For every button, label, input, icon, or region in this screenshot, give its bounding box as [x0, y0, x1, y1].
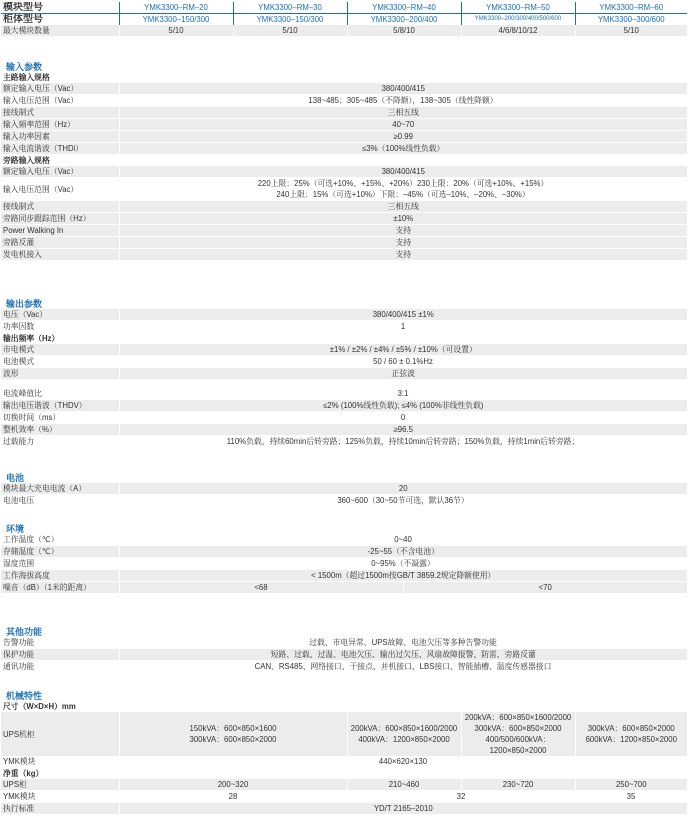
spec-value: 138~485；305~485（不降额），138~305（线性降额）	[119, 95, 687, 107]
spec-label: 执行标准	[1, 803, 119, 815]
spec-value: 360~600（30~50节可选，默认36节）	[119, 495, 687, 507]
spec-label: 输入电压范围（Vac）	[1, 95, 119, 107]
spec-value-multiline	[119, 178, 687, 201]
spec-label: 输入频率范围（Hz）	[1, 119, 119, 131]
bypass-input-subtitle: 旁路输入规格	[1, 155, 119, 167]
dimension-subtitle: 尺寸（W×D×H）mm	[1, 701, 347, 712]
noise-value-2: <70	[403, 582, 687, 594]
dim-line: 1200×850×2000	[489, 746, 547, 755]
spec-value: YD/T 2165–2010	[119, 803, 687, 815]
spec-value: ≤3%（100%线性负载）	[119, 143, 687, 155]
spec-label: 电池电压	[1, 495, 119, 507]
spec-label: 工作海拔高度	[1, 570, 119, 582]
max-module-col-5: 5/10	[575, 25, 687, 36]
spec-label: 发电机接入	[1, 249, 119, 261]
spec-value: 0	[119, 412, 687, 424]
spec-label: 存储温度（℃）	[1, 546, 119, 558]
spec-label: 接线制式	[1, 107, 119, 119]
dim-line: 600kVA：1200×850×2000	[585, 735, 677, 744]
spec-label: 电压（Vac）	[1, 309, 119, 321]
spec-value: 过载、市电异常、UPS故障、电池欠压等多种告警功能	[119, 637, 687, 649]
spec-label: 告警功能	[1, 637, 119, 649]
max-module-col-4: 4/6/8/10/12	[461, 25, 575, 36]
spec-value: 40~70	[119, 119, 687, 131]
noise-value-1: <68	[119, 582, 403, 594]
weight-col-1: 200~320	[119, 779, 347, 791]
weight-col-3: 230~720	[461, 779, 575, 791]
spec-label: 湿度范围	[1, 558, 119, 570]
model-col-1: YMK3300–RM–20	[119, 2, 233, 14]
environment-section-title: 环境	[6, 524, 25, 534]
dim-line: 300kVA：600×850×2000	[474, 724, 562, 733]
spec-value: 380/400/415	[119, 166, 687, 178]
spec-value: 0~95%（不凝露）	[119, 558, 687, 570]
cabinet-col-3: YMK3300–200/400	[347, 14, 461, 26]
model-header-table	[1, 2, 687, 36]
ymk-weight-col-1: 28	[119, 791, 347, 803]
spec-value: 支持	[119, 249, 687, 261]
main-input-subtitle: 主路输入规格	[1, 72, 119, 83]
other-table	[1, 637, 687, 673]
spec-value: < 1500m（超过1500m按GB/T 3859.2规定降额使用）	[119, 570, 687, 582]
spec-value: ±1% / ±2% / ±4% / ±5% / ±10%（可设置）	[119, 344, 687, 356]
input-section-title: 输入参数	[6, 62, 43, 72]
cabinet-col-1: YMK3300–150/300	[119, 14, 233, 26]
battery-section-title: 电池	[6, 473, 25, 483]
dim-line: 200kVA：600×850×1600/2000	[464, 713, 572, 722]
dim-line: 300kVA：600×850×2000	[189, 735, 277, 744]
dim-line: 400kVA：1200×850×2000	[358, 735, 450, 744]
spec-label: 电流峰值比	[1, 388, 119, 400]
spec-label: YMK模块	[1, 756, 119, 768]
model-col-4: YMK3300–RM–50	[461, 2, 575, 14]
model-col-3: YMK3300–RM–40	[347, 2, 461, 14]
spec-label: 波形	[1, 368, 119, 380]
cabinet-col-2: YMK3300–150/300	[233, 14, 347, 26]
mechanical-table	[1, 701, 687, 815]
ups-cabinet-dim-row	[1, 712, 687, 756]
spec-label: 电池模式	[1, 356, 119, 368]
spec-value: 380/400/415 ±1%	[119, 309, 687, 321]
weight-subtitle: 净重（kg）	[1, 768, 119, 780]
output-section-title: 输出参数	[6, 299, 43, 309]
weight-col-2: 210~460	[347, 779, 461, 791]
spec-label: 保护功能	[1, 649, 119, 661]
dim-line: 150kVA：600×850×1600	[189, 724, 277, 733]
spec-label: 工作温度（℃）	[1, 534, 119, 546]
spec-value: ≥0.99	[119, 131, 687, 143]
max-module-row	[1, 25, 687, 36]
spec-value: -25~55（不含电池）	[119, 546, 687, 558]
max-module-col-2: 5/10	[233, 25, 347, 36]
model-col-2: YMK3300–RM–30	[233, 2, 347, 14]
input-table	[1, 72, 687, 261]
spec-value: 380/400/415	[119, 83, 687, 95]
spec-label: 市电模式	[1, 344, 119, 356]
spec-label: 输入功率因素	[1, 131, 119, 143]
dim-line: 300kVA：600×850×2000	[587, 724, 675, 733]
output-frequency-subtitle: 输出频率（Hz）	[1, 333, 119, 345]
spec-value: 支持	[119, 225, 687, 237]
spec-value: 三相五线	[119, 201, 687, 213]
spec-label: 输入电流谐波（THDi）	[1, 143, 119, 155]
spec-label: 模块最大充电电流（A）	[1, 483, 119, 495]
dim-line: 200kVA：600×850×1600/2000	[350, 724, 458, 733]
spec-label: UPS柜	[1, 779, 119, 791]
ymk-weight-row	[1, 791, 687, 803]
model-col-5: YMK3300–RM–60	[575, 2, 687, 14]
spec-value: 50 / 60 ± 0.1%Hz	[119, 356, 687, 368]
cabinet-col-5: YMK3300–300/600	[575, 14, 687, 26]
bypass-range-line-2: 240上限：15%（可选+10%）下限：–45%（可选–10%、–20%、–30%）	[276, 190, 530, 199]
spec-label: 额定输入电压（Vac）	[1, 166, 119, 178]
spec-label: 输出电压谐波（THDV）	[1, 400, 119, 412]
max-module-label: 最大模块数量	[1, 25, 119, 36]
ups-dim-col-3	[461, 712, 575, 756]
spec-label: 额定输入电压（Vac）	[1, 83, 119, 95]
spec-label: 功率因数	[1, 321, 119, 333]
spec-value: 3:1	[119, 388, 687, 400]
spec-value: 440×620×130	[119, 756, 687, 768]
spec-label: Power Walking In	[1, 225, 119, 237]
other-section-title: 其他功能	[6, 627, 43, 637]
battery-table	[1, 483, 687, 507]
spec-value: 110%负载，持续60min后转旁路；125%负载，持续10min后转旁路；150%负载，持续1min后转旁路；	[119, 436, 687, 448]
ups-weight-row	[1, 779, 687, 791]
max-module-col-1: 5/10	[119, 25, 233, 36]
module-model-row	[1, 2, 687, 14]
spec-value: 三相五线	[119, 107, 687, 119]
spec-value: 0~40	[119, 534, 687, 546]
cabinet-model-row	[1, 14, 687, 26]
spec-value: 支持	[119, 237, 687, 249]
ups-dim-col-4	[575, 712, 687, 756]
spec-label: 旁路反灌	[1, 237, 119, 249]
spec-label: 旁路同步跟踪范围（Hz）	[1, 213, 119, 225]
spec-label: 接线制式	[1, 201, 119, 213]
spec-value: CAN、RS485、网络接口、干接点、并机接口、LBS接口、智能插槽、温度传感器接口	[119, 661, 687, 673]
ups-dim-col-2	[347, 712, 461, 756]
spec-value: 正弦波	[119, 368, 687, 380]
spec-value: 短路、过载、过温、电池欠压、输出过欠压、风扇故障报警、防雷、旁路反灌	[119, 649, 687, 661]
ups-dim-col-1	[119, 712, 347, 756]
noise-label: 噪音（dB）（1米的距离）	[1, 582, 119, 594]
spec-label: 切换时间（ms）	[1, 412, 119, 424]
cabinet-col-4: YMK3300–200/300/400/500/600	[461, 14, 575, 26]
output-table	[1, 309, 687, 448]
spec-label: 过载能力	[1, 436, 119, 448]
spec-label: UPS机柜	[1, 712, 119, 756]
cabinet-model-label: 柜体型号	[3, 14, 43, 25]
ymk-weight-col-3: 35	[575, 791, 687, 803]
spec-label: 输入电压范围（Vac）	[1, 178, 119, 201]
spec-value: ±10%	[119, 213, 687, 225]
weight-col-4: 250~700	[575, 779, 687, 791]
spec-label: YMK模块	[1, 791, 119, 803]
module-model-label: 模块型号	[1, 2, 119, 14]
spec-value: ≥96.5	[119, 424, 687, 436]
spec-value: 20	[119, 483, 687, 495]
spec-label: 整机效率（%）	[1, 424, 119, 436]
ymk-weight-col-2: 32	[347, 791, 575, 803]
dim-line: 400/500/600kVA：	[485, 735, 551, 744]
spec-label: 通讯功能	[1, 661, 119, 673]
bypass-range-line-1: 220上限：25%（可选+10%、+15%、+20%）230上限：20%（可选+10%、+15%）	[257, 179, 549, 188]
spec-value: 1	[119, 321, 687, 333]
environment-table	[1, 534, 687, 594]
mechanical-section-title: 机械特性	[6, 691, 43, 701]
max-module-col-3: 5/8/10	[347, 25, 461, 36]
spec-value: ≤2% (100%线性负载); ≤4% (100%非线性负载)	[119, 400, 687, 412]
